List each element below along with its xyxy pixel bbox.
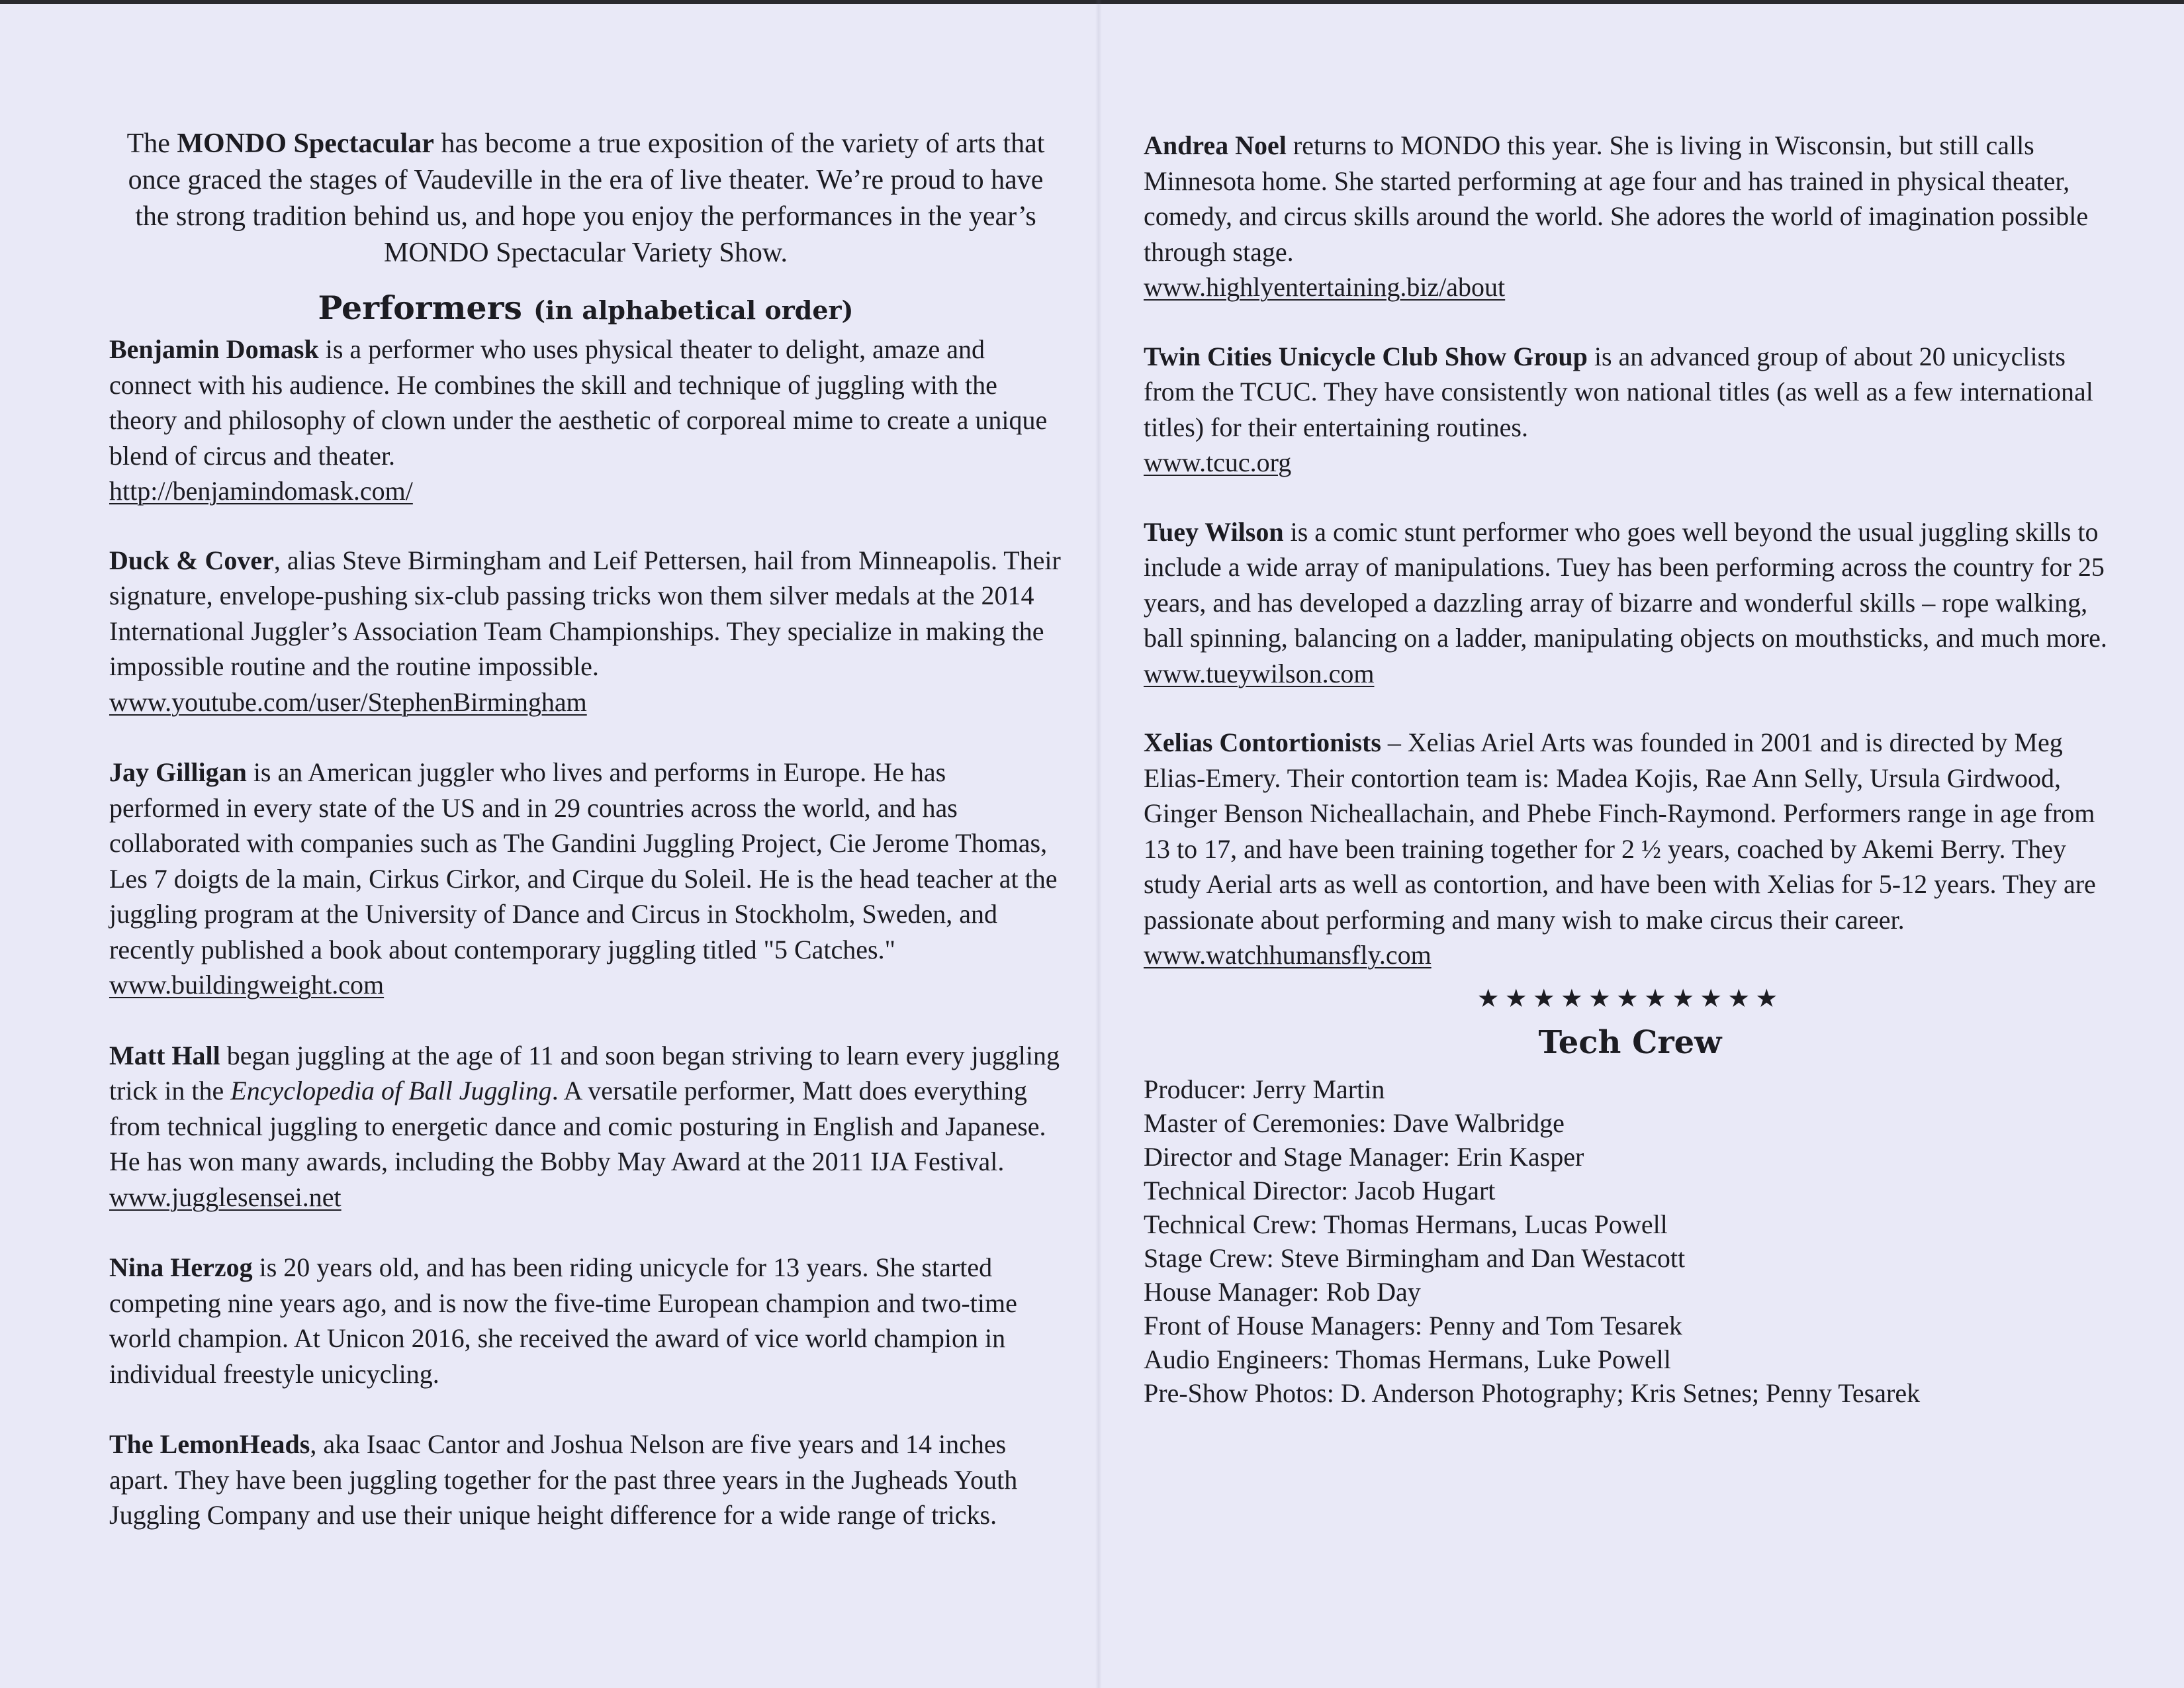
performer-entry — [109, 543, 1062, 720]
performer-bio: is an American juggler who lives and performs in Europe. He has performed in every state of the US and in 29 countries across the world, and has collaborated with companies such as The Gandini Juggling Project, Cie Jerome Thomas, Les 7 doigts de la main, Cirkus Cirkor, and Cirque du Soleil. He is the head teacher at the juggling program at the University of Dance and Circus in Stockholm, Sweden, and recently published a book about contemporary juggling titled "5 Catches." — [109, 757, 1058, 964]
performer-bio: – Xelias Ariel Arts was founded in 2001 and is directed by Meg Elias-Emery. Their contortion team is: Madea Kojis, Rae Ann Selly, Ursula Girdwood, Ginger Benson Nicheallachain, and Phebe Finch-Raymond. Performers range in age from 13 to 17, and have been training together for 2 ½ years, coached by Akemi Berry. They study Aerial arts as well as contortion, and have been with Xelias for 5-12 years. They are passionate about performing and many wish to make circus their career. — [1144, 727, 2096, 935]
performer-bio: is a performer who uses physical theater to delight, amaze and connect with his audience. He combines the skill and technique of juggling with the theory and philosophy of clown under the aesthetic of corporeal mime to create a unique blend of circus and theater. — [109, 334, 1048, 471]
performer-entry — [109, 755, 1062, 1003]
intro-lead: The — [126, 128, 177, 159]
performer-name: Tuey Wilson — [1144, 516, 1284, 547]
performer-link[interactable]: http://benjamindomask.com/ — [109, 476, 413, 506]
performer-link[interactable]: www.tueywilson.com — [1144, 658, 1375, 688]
performer-name: Nina Herzog — [109, 1252, 253, 1282]
crew-member: Director and Stage Manager: Erin Kasper — [1144, 1141, 1584, 1172]
performer-name: Matt Hall — [109, 1040, 220, 1070]
performers-heading — [109, 288, 1062, 330]
performer-entry — [1144, 339, 2116, 481]
performer-bio: is 20 years old, and has been riding unicycle for 13 years. She started competing nine years ago, and is now the five-time European champion and two-time world champion. At Unicon 2016, she received the award of vice world champion in individual freestyle unicycling. — [109, 1252, 1017, 1389]
performer-bio-cont: . A versatile performer, Matt does everything from technical juggling to energetic dance and comic posturing in English and Japanese. He has won many awards, including the Bobby May Award at the 2011 IJA Festival. — [109, 1076, 1046, 1176]
right-page — [1092, 0, 2184, 1688]
performer-link[interactable]: www.buildingweight.com — [109, 970, 385, 1000]
tech-crew-list — [1144, 1072, 2116, 1410]
performer-bio: , aka Isaac Cantor and Joshua Nelson are five years and 14 inches apart. They have been juggling together for the past three years in the Jugheads Youth Juggling Company and use their unique height difference for a wide range of tricks. — [109, 1429, 1018, 1530]
performer-entry — [109, 1250, 1062, 1391]
performer-name: Andrea Noel — [1144, 130, 1287, 160]
performer-entry — [1144, 514, 2116, 692]
performer-entry — [1144, 128, 2116, 305]
performer-name: Twin Cities Unicycle Club Show Group — [1144, 341, 1588, 371]
crew-member: Technical Crew: Thomas Hermans, Lucas Powell — [1144, 1209, 1668, 1239]
performer-bio: is an advanced group of about 20 unicyclists from the TCUC. They have consistently won national titles (as well as a few international titles) for their entertaining routines. — [1144, 341, 2093, 442]
performer-link[interactable]: www.highlyentertaining.biz/about — [1144, 272, 1506, 302]
crew-member: Producer: Jerry Martin — [1144, 1074, 1385, 1104]
crew-member: Audio Engineers: Thomas Hermans, Luke Powell — [1144, 1344, 1671, 1374]
book-title: Encyclopedia of Ball Juggling — [230, 1076, 552, 1105]
performer-entry — [1144, 725, 2116, 973]
performer-name: Benjamin Domask — [109, 334, 319, 364]
star-divider: ★★★★★★★★★★★ — [1477, 983, 1784, 1013]
crew-member: Stage Crew: Steve Birmingham and Dan Westacott — [1144, 1243, 1686, 1273]
intro-paragraph — [109, 126, 1062, 271]
left-column — [109, 126, 1062, 1568]
performer-link[interactable]: www.watchhumansfly.com — [1144, 940, 1432, 970]
intro-show-name: MONDO Spectacular — [177, 128, 434, 159]
right-column — [1144, 128, 2116, 1410]
performer-link[interactable]: www.youtube.com/user/StephenBirmingham — [109, 686, 587, 717]
crew-member: Front of House Managers: Penny and Tom Tesarek — [1144, 1310, 1682, 1340]
performer-name: Jay Gilligan — [109, 757, 247, 787]
crew-member: House Manager: Rob Day — [1144, 1276, 1421, 1307]
performers-title: Performers — [318, 289, 523, 327]
performer-entry — [109, 1427, 1062, 1533]
crew-member: Master of Ceremonies: Dave Walbridge — [1144, 1107, 1565, 1138]
tech-crew-heading: Tech Crew — [1538, 1023, 1722, 1061]
performer-name: The LemonHeads — [109, 1429, 310, 1459]
performer-bio: returns to MONDO this year. She is living in Wisconsin, but still calls Minnesota home. She started performing at age four and has trained in physical theater, comedy, and circus skills around the world. She adores the world of imagination possible through stage. — [1144, 130, 2089, 267]
crew-member: Pre-Show Photos: D. Anderson Photography; Kris Setnes; Penny Tesarek — [1144, 1378, 1921, 1408]
performer-bio: is a comic stunt performer who goes well beyond the usual juggling skills to include a wide array of manipulations. Tuey has been performing across the country for 25 years, and has developed a dazzling array of bizarre and wonderful skills – rope walking, ball spinning, balancing on a ladder, manipulating objects on mouthsticks, and much more. — [1144, 516, 2107, 653]
performer-entry — [109, 1038, 1062, 1215]
performer-bio: , alias Steve Birmingham and Leif Pettersen, hail from Minneapolis. Their signature, envelope-pushing six-club passing tricks won them silver medals at the 2014 International Juggler’s Association Team Championships. They specialize in making the impossible routine and the routine impossible. — [109, 545, 1061, 681]
performer-name: Xelias Contortionists — [1144, 727, 1381, 757]
performer-link[interactable]: www.jugglesensei.net — [109, 1182, 341, 1212]
performer-name: Duck & Cover — [109, 545, 274, 575]
performer-bio: began juggling at the age of 11 and soon began striving to learn every juggling trick in the — [109, 1040, 1060, 1105]
crew-member: Technical Director: Jacob Hugart — [1144, 1175, 1496, 1205]
intro-rest: has become a true exposition of the variety of arts that once graced the stages of Vaudeville in the era of live theater. We’re proud to have the strong tradition behind us, and hope you enjoy the performances in the year’s MONDO Spectacular Variety Show. — [128, 128, 1045, 268]
performers-subtitle: (in alphabetical order) — [533, 295, 854, 325]
performer-entry — [109, 332, 1062, 509]
performer-link[interactable]: www.tcuc.org — [1144, 447, 1292, 477]
